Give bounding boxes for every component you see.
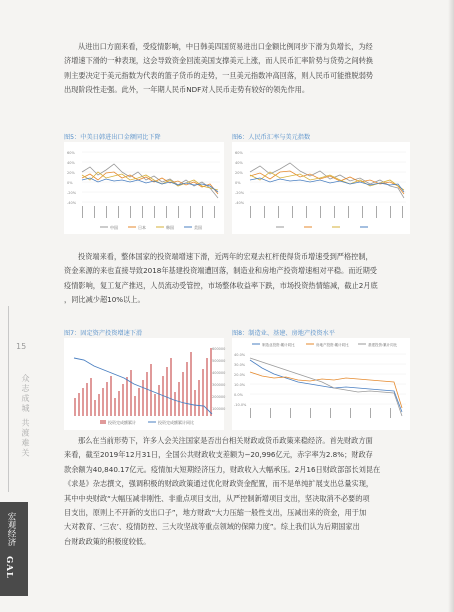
brand-english-title: GAL [4,556,14,579]
figure-8-legend-realestate: 房地产投资:累计同比 [316,343,349,347]
svg-text:10.0%: 10.0% [234,383,246,387]
paragraph-line: 济增速下滑的一种表现，这会导致资金回流美国支撑美元上涨，而人民币汇率阶势与货势之间转换 [64,56,374,66]
svg-text:500000: 500000 [212,359,226,363]
svg-text:300000: 300000 [212,383,226,387]
figure-7-legend-total: 投资完成额累计 [108,420,136,425]
paragraph-line: ，同比减少超10%以上。 [64,295,145,305]
svg-text:600000: 600000 [212,347,226,351]
figure-5-legend-korea: 韩国 [166,225,174,230]
paragraph-line: 来看，截至2019年12月31日，全国公共财政收支差额为−20,996亿元，赤字率为2.8%；财政存 [64,450,373,460]
svg-text:20.0%: 20.0% [234,373,246,377]
svg-text:30.0%: 30.0% [234,363,246,367]
paragraph-line: 款余额为40,840.17亿元。疫情加大短期经济压力，财政收入大幅承压。2月16日财政部部长刘昆在 [64,464,381,474]
paragraph-line: 《求是》杂志撰文，强调积极的财政政策通过优化财政资金配置，而不是单纯扩展支出总量实现， [64,479,374,489]
paragraph-fiscal-policy [64,434,409,549]
svg-text:20%: 20% [67,171,75,175]
page-number: 15 [16,342,27,351]
svg-text:-20%: -20% [67,191,77,195]
figure-8-legend-infrastructure: 基建投资:累计同比 [368,343,398,347]
figure-6-svg [232,142,410,234]
svg-text:0%: 0% [235,181,241,185]
svg-text:200000: 200000 [212,395,226,399]
svg-text:60%: 60% [67,151,75,155]
figure-7-legend-yoy: 投资完成额累计同比 [158,420,194,425]
figure-5-chart [64,142,224,234]
paragraph-line: 则主要决定于美元指数为代表的篮子货币的走势，一旦美元指数冲高回落，则人民币可能推脱弱势 [64,70,374,80]
svg-text:40%: 40% [67,161,75,165]
svg-text:40.0%: 40.0% [234,353,246,357]
svg-text:400000: 400000 [212,371,226,375]
figure-5-legend-usa: 美国 [194,225,202,230]
svg-text:40%: 40% [235,161,243,165]
svg-text:-40%: -40% [235,201,245,205]
figure-7-chart [64,338,224,430]
figure-8-chart [232,338,410,430]
figure-5-svg [64,142,224,234]
paragraph-line: 其中中央财政“大幅压减非刚性、非重点项目支出，从严控制新增项目支出，坚决取消不必要的项 [64,493,370,503]
page-edge-shadow [448,0,454,612]
svg-text:20%: 20% [235,171,243,175]
paragraph-trade [64,40,409,98]
svg-text:-20%: -20% [235,191,245,195]
sidebar-column-title: 众志成城 共渡难关 [21,374,30,459]
figure-5-title: 图5：中美日韩进出口金额同比下降 [64,134,161,141]
svg-text:100000: 100000 [212,407,226,411]
figure-6-title: 图6：人民币汇率与美元指数 [232,134,311,141]
paragraph-line: 疫情影响，复工复产推迟，人员流动受管控，市场整体收益率下跌，市场投资热情缩减，截止2月底 [64,280,378,290]
figure-8-svg [232,338,410,430]
figure-7-title: 图7：固定资产投资增速下滑 [64,330,143,337]
paragraph-investment [64,250,409,308]
paragraph-line: 台财政政策的积极度较低。 [64,536,151,546]
svg-text:-40%: -40% [67,201,77,205]
figure-8-legend-manufacturing: 制造业投资:累计同比 [262,343,295,347]
figure-6-chart [232,142,410,234]
figure-5-legend-japan: 日本 [138,225,146,230]
paragraph-line: 出现阶段性走强。此外，一年期人民币NDF对人民币走势有较好的领先作用。 [64,85,310,95]
svg-text:60%: 60% [235,151,243,155]
paragraph-line: 投资端来看，整体国家的投资端增速下滑，近两年的宏观去杠杆使得货币增速受到严格控制， [78,252,373,261]
svg-text:-10.0%: -10.0% [234,403,247,407]
figure-7-svg [64,338,224,430]
paragraph-line: 那么在当前形势下，许多人会关注国家是否出台相关财政或货币政策来稳经济。首先财政方面 [78,436,373,445]
figure-5-legend-china: 中国 [110,225,118,230]
paragraph-line: 大对教育、‘三农’、疫情防控、三大攻坚战等重点领域的保障力度”。综上我们认为后期国家出 [64,522,360,532]
figure-8-title: 图8：制造业、基建、房地产投资水平 [232,330,335,337]
paragraph-line: 目支出，原则上不开新的支出口子”，地方财政“大力压缩一般性支出，压减出来的资金，用于加 [64,508,367,518]
sidebar-divider [8,306,9,492]
svg-text:0%: 0% [67,181,73,185]
brand-chinese-title: 宏观经济 [6,512,16,546]
svg-text:0.0%: 0.0% [234,393,243,397]
paragraph-line: 资金来源的来也直接导致2018年基建投资端遭回落，制造业和房地产投资增速相对平稳。而近期受 [64,266,377,276]
paragraph-line: 从进出口方面来看，受疫情影响，中日韩美四国贸易进出口金额比例同步下滑为负增长，为经 [78,42,373,51]
